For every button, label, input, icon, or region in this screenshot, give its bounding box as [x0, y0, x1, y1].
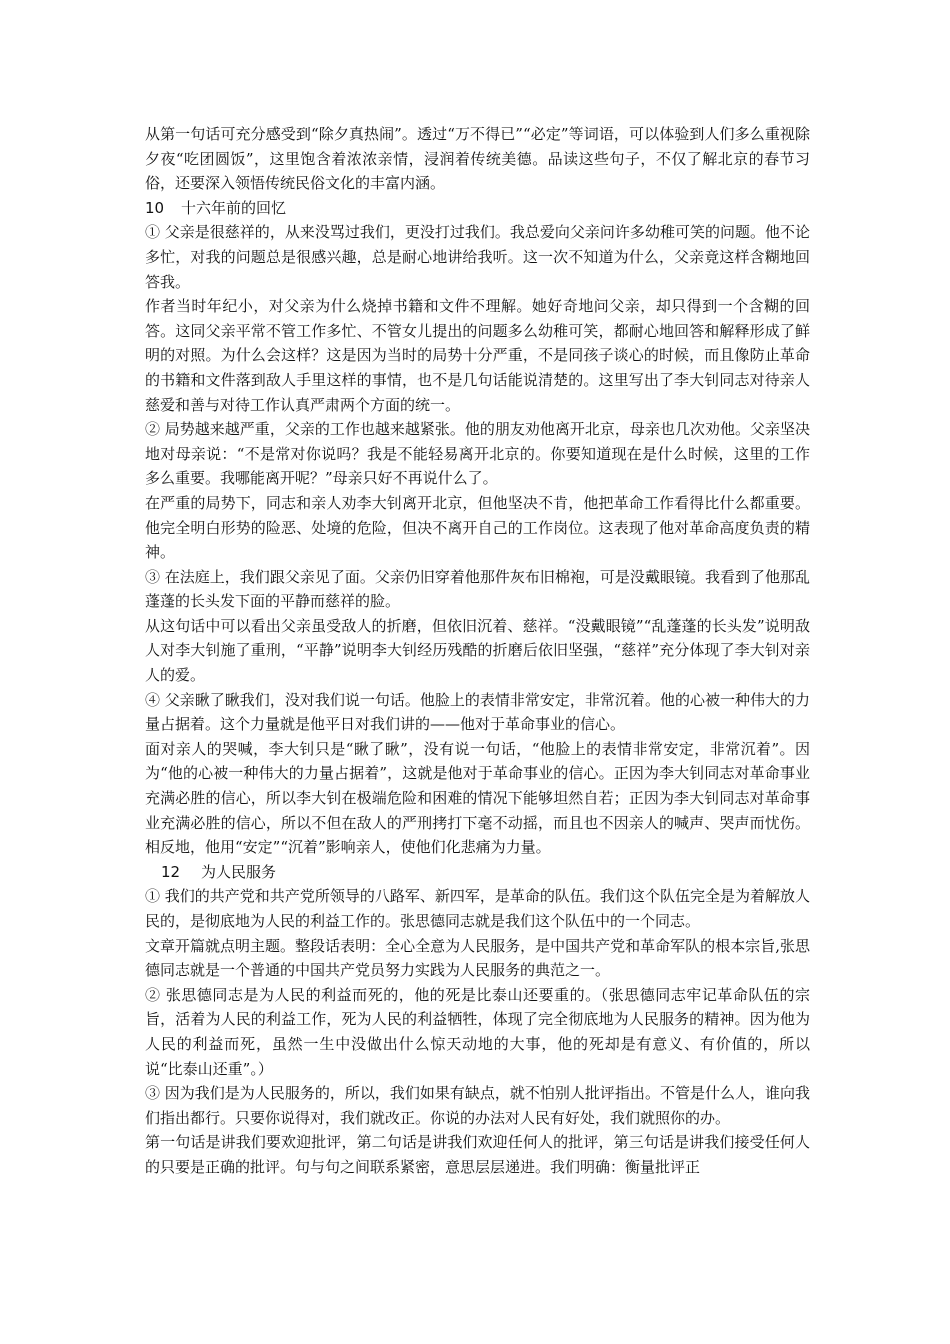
section-title: 十六年前的回忆 — [181, 198, 287, 217]
section-heading-10 — [145, 196, 810, 221]
paragraph: 在严重的局势下，同志和亲人劝李大钊离开北京，但他坚决不肯，他把革命工作看得比什么都重要。他完全明白形势的险恶、处境的危险，但决不离开自己的工作岗位。这表现了他对革命高度负责的精神。 — [145, 493, 810, 562]
paragraph: 从这句话中可以看出父亲虽受敌人的折磨，但依旧沉着、慈祥。“没戴眼镜”“乱蓬蓬的长头发”说明敌人对李大钊施了重刑，“平静”说明李大钊经历残酷的折磨后依旧坚强，“慈祥”充分体现了李大钊对亲人的爱。 — [145, 616, 810, 685]
paragraph: ③ 因为我们是为人民服务的，所以，我们如果有缺点，就不怕别人批评指出。不管是什么人，谁向我们指出都行。只要你说得对，我们就改正。你说的办法对人民有好处，我们就照你的办。 — [145, 1084, 810, 1127]
paragraph: 作者当时年纪小，对父亲为什么烧掉书籍和文件不理解。她好奇地问父亲，却只得到一个含糊的回答。这同父亲平常不管工作多忙、不管女儿提出的问题多么幼稚可笑，都耐心地回答和解释形成了鲜明的对照。为什么会这样？这是因为当时的局势十分严重，不是同孩子谈心的时候，而且像防止革命的书籍和文件落到敌人手里这样的事情，也不是几句话能说清楚的。这里写出了李大钊同志对待亲人慈爱和善与对待工作认真严肃两个方面的统一。 — [145, 297, 810, 414]
intro-paragraph: 从第一句话可充分感受到“除夕真热闹”。透过“万不得已”“必定”等词语，可以体验到人们多么重视除夕夜“吃团圆饭”，这里饱含着浓浓亲情，浸润着传统美德。品读这些句子，不仅了解北京的春节习俗，还要深入领悟传统民俗文化的丰富内涵。 — [145, 125, 810, 193]
paragraph: ② 张思德同志是为人民的利益而死的，他的死是比泰山还要重的。（张思德同志牢记革命队伍的宗旨，活着为人民的利益工作，死为人民的利益牺牲，体现了完全彻底地为人民服务的精神。因为他为人民的利益而死，虽然一生中没做出什么惊天动地的大事，他的死却是有意义、有价值的，所以说“比泰山还重”。） — [145, 985, 810, 1078]
paragraph: ② 局势越来越严重，父亲的工作也越来越紧张。他的朋友劝他离开北京，母亲也几次劝他。父亲坚决地对母亲说：“不是常对你说吗？我是不能轻易离开北京的。你要知道现在是什么时候，这里的工作多么重要。我哪能离开呢？”母亲只好不再说什么了。 — [145, 420, 810, 488]
paragraph: ④ 父亲瞅了瞅我们，没对我们说一句话。他脸上的表情非常安定，非常沉着。他的心被一种伟大的力量占据着。这个力量就是他平日对我们讲的——他对于革命事业的信心。 — [145, 690, 810, 734]
paragraph: 文章开篇就点明主题。整段话表明：全心全意为人民服务，是中国共产党和革命军队的根本宗旨,张思德同志就是一个普通的中国共产党员努力实践为人民服务的典范之一。 — [145, 936, 810, 980]
section-title: 为人民服务 — [201, 862, 277, 881]
paragraph: ③ 在法庭上，我们跟父亲见了面。父亲仍旧穿着他那件灰布旧棉袍，可是没戴眼镜。我看到了他那乱蓬蓬的长头发下面的平静而慈祥的脸。 — [145, 567, 810, 611]
document-page — [145, 122, 810, 1180]
section-number: 12 — [161, 862, 181, 881]
paragraph: 第一句话是讲我们要欢迎批评，第二句话是讲我们欢迎任何人的批评，第三句话是讲我们接受任何人的只要是正确的批评。句与句之间联系紧密，意思层层递进。我们明确：衡量批评正 — [145, 1133, 810, 1176]
paragraph: 面对亲人的哭喊，李大钊只是“瞅了瞅”，没有说一句话，“他脸上的表情非常安定，非常沉着”。因为“他的心被一种伟大的力量占据着”，这就是他对于革命事业的信心。正因为李大钊同志对革命事业充满必胜的信心，所以李大钊在极端危险和困难的情况下能够坦然自若；正因为李大钊同志对革命事业充满必胜的信心，所以不但在敌人的严刑拷打下毫不动摇，而且也不因亲人的喊声、哭声而忧伤。相反地，他用“安定”“沉着”影响亲人，使他们化悲痛为力量。 — [145, 739, 810, 857]
section-number: 10 — [145, 198, 165, 217]
paragraph: ① 我们的共产党和共产党所领导的八路军、新四军，是革命的队伍。我们这个队伍完全是为着解放人民的，是彻底地为人民的利益工作的。张思德同志就是我们这个队伍中的一个同志。 — [145, 887, 810, 930]
paragraph: ① 父亲是很慈祥的，从来没骂过我们，更没打过我们。我总爱向父亲问许多幼稚可笑的问题。他不论多忙，对我的问题总是很感兴趣，总是耐心地讲给我听。这一次不知道为什么，父亲竟这样含糊地回答我。 — [145, 223, 810, 291]
section-heading-12 — [145, 860, 810, 885]
